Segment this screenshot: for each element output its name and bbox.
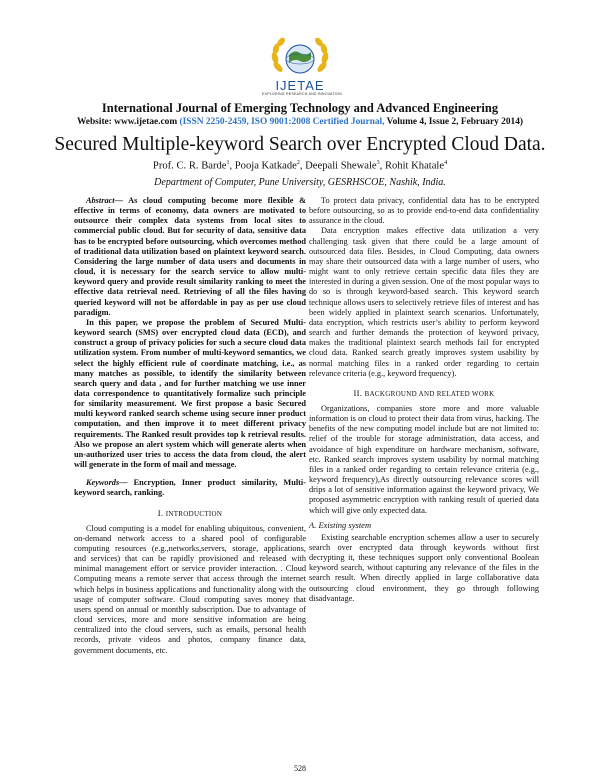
page-number: 528 [294,764,306,773]
abstract-paragraph [74,196,306,318]
background-paragraph: Organizations, companies store more and more valuable information is on cloud to protect their data from virus, hacking. The benefits of the new computing model include but are not limited to: relief of the trouble for storage administration, data access, and avoidance of high expenditure on hardware mechanism, software, etc. Ranked search improves system usability by normal matching files in a ranked order regarding to certain relevance criteria (e.g., keyword frequency),As directly outsourcing relevance scores will drips a lot of sensitive information against the keyword privacy, We proposed asymmetric encryption with ranking result of queried data which will give only expected data. [309,403,539,515]
author-name: Prof. C. R. Barde [152,160,227,172]
affiliation: Department of Computer, Pune University, GESRHSCOE, Nashik, India. [154,177,446,188]
journal-logo [262,37,342,97]
author-affiliation-mark: 3 [376,160,380,166]
abstract-paragraph-2: In this paper, we propose the problem of Secured Multi-keyword search (SMS) over encrypted cloud data (ECD), and construct a group of privacy policies for such a secure cloud data utilization system. From number of multi-keyword semantics, we select the highly efficient rule of coordinate matching, i.e., as many matches as possible, to identify the similarity between search query and data , and for further matching we use inner data correspondence to quantitatively formalize such principle for similarity measurement. We first propose a basic Secured multi keyword ranked search scheme using secure inner product computation, and then improve it to meet different privacy requirements. The Ranked result provides top k retrieval results. Also we propose an alert system which will generate alerts when un-authorized user tries to access the data from cloud, the alert will generate in the form of mail and message. [74,317,306,470]
author-name: Pooja Katkade [234,160,297,172]
author-name: Deepali Shewale [305,160,377,172]
journal-website-line [0,117,600,127]
laurel-globe-icon [269,37,331,81]
author-affiliation-mark: 1 [226,160,230,166]
abstract-label: Abstract— [86,196,123,205]
website-issn: (ISSN 2250-2459, ISO 9001:2008 Certified Journal, [179,117,385,127]
left-column [74,196,306,656]
logo-tagline: EXPLORING RESEARCH AND INNOVATION [262,92,342,96]
abstract-text: As cloud computing become more flexible & effective in terms of economy, data owners are motivated to outsource their complex data systems from local sites to commercial public cloud. But for security of data, sensitive data has to be encrypted before outsourcing, which overcomes method of traditional data utilization based on plaintext keyword search. Considering the large number of data users and documents in cloud, it is necessary for the search service to allow multi-keyword query and provide result similarity ranking to meet the effective data retrieval need. Retrieving of all the files having queried keyword will not be affordable in pay as per use cloud paradigm. [74,196,306,317]
right-column [309,196,539,604]
section-title: INTRODUCTION [165,509,223,518]
author-affiliation-mark: 4 [444,160,448,166]
section-title: BACKGROUND AND RELATED WORK [364,389,495,398]
keywords-paragraph [74,478,306,498]
existing-system-paragraph: Existing searchable encryption schemes allow a user to securely search over encrypted data through keywords without first decrypting it, these techniques support only conventional Boolean keyword search, without capturing any relevance of the files in the search result. When directly applied in large collaborative data outsourcing cloud environment, they go through following disadvantage. [309,532,539,603]
paper-title: Secured Multiple-keyword Search over Encrypted Cloud Data. [54,134,546,155]
section-number: I. [157,507,164,518]
section-heading-background [309,388,539,399]
website-suffix: Volume 4, Issue 2, February 2014) [386,117,524,127]
journal-name: International Journal of Emerging Technology and Advanced Engineering [101,101,499,115]
author-list: Prof. C. R. Barde$^1$, Pooja Katkade$^2$, Deepali Shewale$^3$, Rohit Khatale$^4$ [152,160,448,172]
author-affiliation-mark: 2 [296,160,300,166]
body-paragraph: To protect data privacy, confidential data has to be encrypted before outsourcing, so as to provide end-to-end data confidentiality assurance in the cloud. [309,196,539,226]
body-paragraph: Data encryption makes effective data utilization a very challenging task given that there could be a large amount of outsourced data files. Besides, in Cloud Computing, data owners may share their outsourced data with a large number of users, who might want to only retrieve certain specific data files they are interested in during a given session. One of the most popular ways to do so is through keyword-based search. This keyword search technique allows users to selectively retrieve files of interest and has been widely applied in plaintext search scenarios. Unfortunately, data encryption, which restricts user’s ability to perform keyword search and further demands the protection of keyword privacy, makes the traditional plaintext search methods fail for encrypted cloud data. Ranked search greatly improves system usability by normal matching files in a ranked order regarding to certain relevance criteria (e.g., keyword frequency). [309,226,539,378]
author-name: Rohit Khatale [384,160,445,172]
section-heading-introduction [74,508,306,519]
website-prefix[interactable]: Website: www.ijetae.com [76,117,178,127]
subsection-heading-existing-system: A. Existing system [309,519,372,530]
logo-name: IJETAE [275,78,325,93]
keywords-label: Keywords— [86,478,128,488]
intro-paragraph: Cloud computing is a model for enabling ubiquitous, convenient, on-demand network access to a shared pool of configurable computing resources (e.g.,networks,servers, storage, applications, and services) that can be rapidly provisioned and released with minimal management effort or service provider interaction. . Cloud Computing means a remote server that access through the internet which helps in business applications and functionality along with the usage of computer software. Cloud computing saves money that users spend on annual or monthly subscription. Due to advantage of cloud services, more and more sensitive information are being centralized into the cloud servers, such as emails, personal health records, private videos and photos, company finance data, government documents, etc. [74,523,306,655]
keywords-text: Encryption, Inner product similarity, Multi-keyword search, ranking. [74,478,306,498]
section-number: II. [353,387,363,398]
